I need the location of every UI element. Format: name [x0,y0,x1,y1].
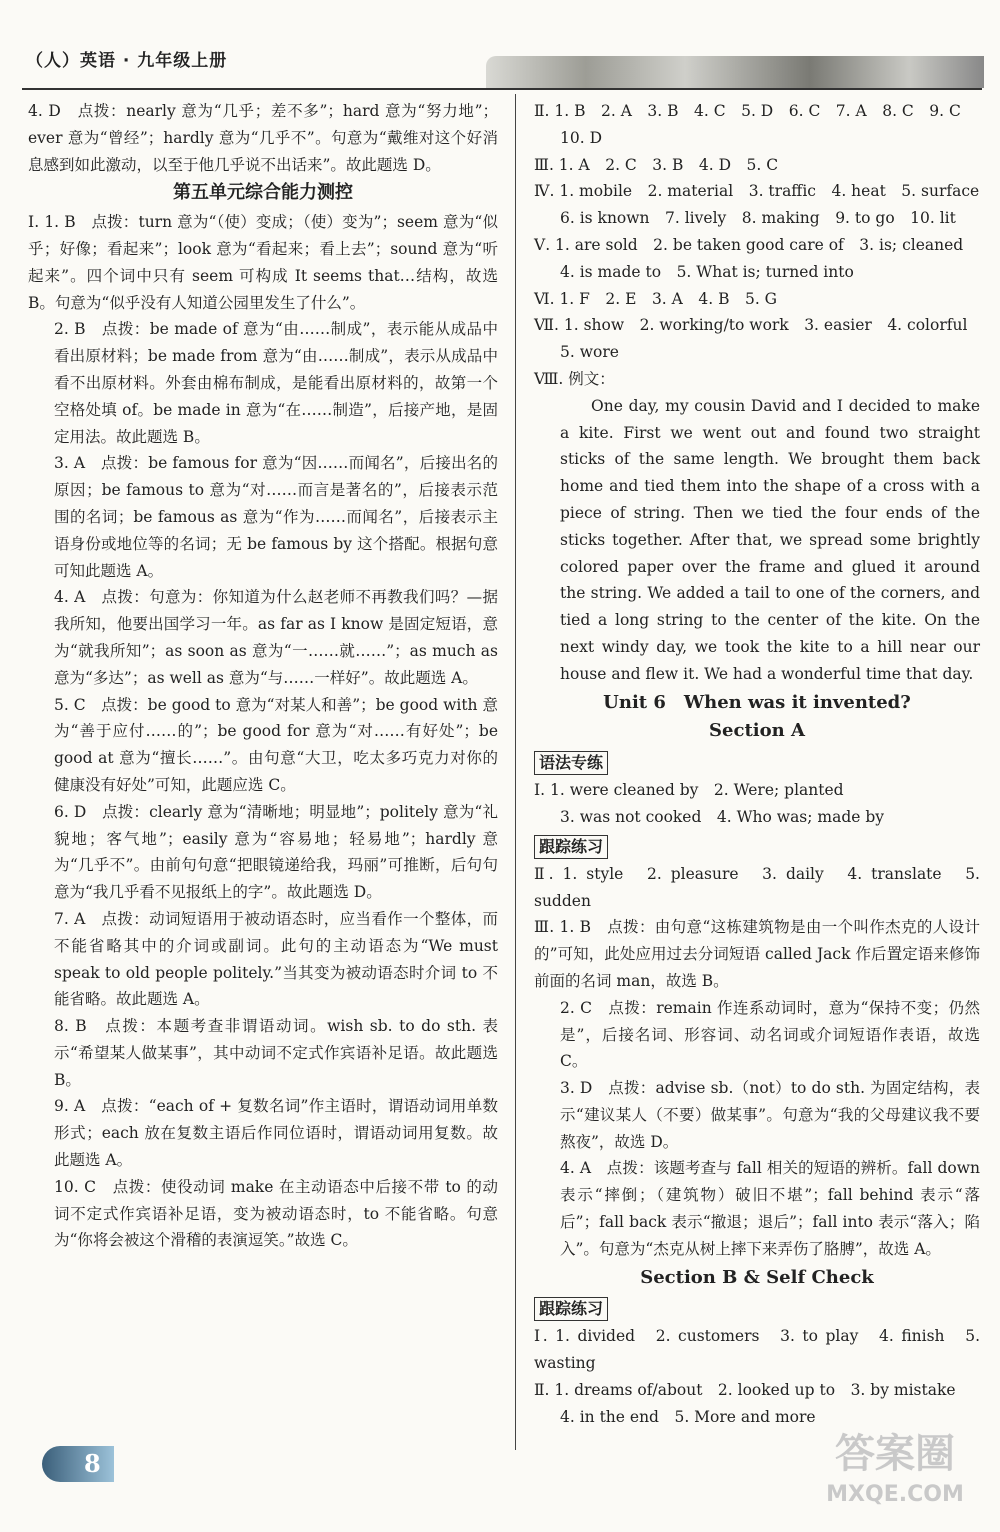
answer-line: Ⅱ. 1. dreams of/about 2. looked up to 3. by mistake [534,1381,956,1400]
answer-item: 9. A 点拨：“each of + 复数名词”作主语时，谓语动词用单数形式；each 放在复数主语后作同位语时，谓语动词用复数。故此题选 A。 [54,1097,498,1170]
answer-item: 10. C 点拨：使役动词 make 在主动语态中后接不带 to 的动词不定式作宾语补足语，变为被动语态时，to 不能省略。句意为“你将会被这个滑稽的表演逗笑。”故选 C。 [54,1177,498,1250]
answer-item: 7. A 点拨：动词短语用于被动语态时，应当看作一个整体，而不能省略其中的介词或副词。此句的主动语态为“We must speak to old people politely.”当其变为被动语态时介词 to 不能省略。故此题选 A。 [54,909,498,1009]
answer-item: 3. D 点拨：advise sb.（not）to do sth. 为固定结构，表示“建议某人（不要）做某事”。句意为“我的父母建议我不要熬夜”，故选 D。 [560,1079,980,1151]
header-banner-image [486,56,984,88]
answer-line: 6. is known 7. lively 8. making 9. to go 10. lit [560,209,956,228]
answer-line: Ⅷ. 例文： [534,369,615,388]
page-number: 8 [42,1446,114,1482]
answer-line: 5. wore [560,343,619,362]
answer-line: 10. D [560,128,603,147]
answer-line: Ⅵ. 1. F 2. E 3. A 4. B 5. G [534,289,778,308]
answer-line: 4. is made to 5. What is; turned into [560,262,854,281]
answer-item: 6. D 点拨：clearly 意为“清晰地；明显地”；politely 意为“礼貌地；客气地”；easily 意为“容易地；轻易地”；hardly 意为“几乎不”。由前句句意“把眼镜递给我，玛丽”可推断，后句句意为“我几乎看不见报纸上的字”。故此题选 D。 [54,802,498,902]
answer-line: Ⅱ. 1. B 2. A 3. B 4. C 5. D 6. C 7. A 8. C 9. C [534,102,961,120]
answer-line: 4. in the end 5. More and more [560,1407,816,1426]
answer-line: Ⅲ. 1. A 2. C 3. B 4. D 5. C [534,155,779,174]
answer-line: Ⅶ. 1. show 2. working/to work 3. easier 4. colorful [534,316,968,335]
answer-item: 8. B 点拨：本题考查非谓语动词。wish sb. to do sth. 表示“希望某人做某事”，其中动词不定式作宾语补足语。故此题选 B。 [54,1017,498,1089]
answer-item: 4. A 点拨：句意为：你知道为什么赵老师不再教我们吗？—据我所知，他要出国学习一年。as far as I know 是固定短语，意为“就我所知”；as soon as 意为“一……就……”；as much as 意为“多达”；as well as 意为“与……一样好”。故此题选 A。 [54,588,498,687]
answer-line: Ⅳ. 1. mobile 2. material 3. traffic 4. heat 5. surface [534,182,980,201]
answer-item: Ⅰ. 1. B 点拨：turn 意为“（使）变成；（使）变为”；seem 意为“似乎；好像；看起来”；look 意为“看起来；看上去”；sound 意为“听起来”。四个词中只有 seem 可构成 It seems that…结构，故选 B。句意为“似乎没有人知道公园里发生了什么”。 [28,213,498,312]
answer-item: 5. C 点拨：be good to 意为“对某人和善”；be good with 意为“善于应付……的”；be good for 意为“对……有好处”；be good at 意为“擅长……”。由句意“大卫，吃太多巧克力对你的健康没有好处”可知，此题应选 C。 [54,695,498,794]
answer-item: 2. B 点拨：be made of 意为“由……制成”，表示能从成品中看出原材料；be made from 意为“由……制成”，表示从成品中看不出原材料。外套由棉布制成，是能看出原材料的，故第一个空格处填 of。be made in 意为“在……制造”，后接产地，是固定用法。故此题选 B。 [54,320,498,446]
answer-item: 4. A 点拨：该题考查与 fall 相关的短语的辨析。fall down 表示“摔倒；（建筑物）破旧不堪”；fall behind 表示“落后”；fall back 表示“撤退；退后”；fall into 表示“落入；陷入”。句意为“杰克从树上摔下来弄伤了胳膊”，故选 A。 [560,1159,980,1258]
watermark-main-text: 答案圈 [835,1431,955,1477]
left-column [28,98,498,1254]
follow-up-practice-tag: 跟踪练习 [534,835,608,859]
section-title: 第五单元综合能力测控 [173,182,353,204]
grammar-practice-tag: 语法专练 [534,751,608,775]
answer-line: Ⅴ. 1. are sold 2. be taken good care of 3. is; cleaned [534,235,964,254]
watermark-logo [810,1428,980,1524]
answer-item: 3. A 点拨：be famous for 意为“因……而闻名”，后接出名的原因；be famous to 意为“对……而言是著名的”，后接表示范围的名词；be famous as 意为“作为……而闻名”，后接表示主语身份或地位等的名词；无 be famous by 这个搭配。根据句意可知此题选 A。 [54,454,498,580]
answer-item: 2. C 点拨：remain 作连系动词时，意为“保持不变；仍然是”，后接名词、形容词、动名词或介词短语作表语，故选 C。 [560,998,980,1071]
unit-title: Unit 6 When was it invented? [603,691,911,713]
section-title: Section B & Self Check [640,1266,874,1288]
answer-line: Ⅰ. 1. were cleaned by 2. Were; planted [534,781,844,800]
answer-item: 4. D 点拨：nearly 意为“几乎；差不多”；hard 意为“努力地”；ever 意为“曾经”；hardly 意为“几乎不”。句意为“戴维对这个好消息感到如此激动，以至于他几乎说不出话来”。故此题选 D。 [28,102,498,174]
right-column [534,98,980,1431]
answer-line: Ⅰ. 1. divided 2. customers 3. to play 4. finish 5. wasting [534,1327,980,1373]
follow-up-practice-tag: 跟踪练习 [534,1297,608,1321]
answer-line: 3. was not cooked 4. Who was; made by [560,807,885,826]
header-rule [22,88,982,90]
header-title: （人）英语 · 九年级上册 [26,51,228,71]
section-title: Section A [709,720,805,742]
answer-line: Ⅱ. 1. style 2. pleasure 3. daily 4. translate 5. sudden [534,864,980,910]
answer-item: Ⅲ. 1. B 点拨：由句意“这栋建筑物是由一个叫作杰克的人设计的”可知，此处应用过去分词短语 called Jack 作后置定语来修饰前面的名词 man，故选 B。 [534,918,980,990]
watermark-sub-text: MXQE.COM [826,1482,964,1507]
column-divider [515,94,516,1450]
sample-essay: One day, my cousin David and I decided to make a kite. First we went out and found two straight sticks of the same length. We brought them back home and tied them into the shape of a cross with a piece of string. Then we tied the four ends of the sticks together. After that, we spread some brightly colored paper over the frame and glued it around the string. We added a tail to one of the corners, and tied a long string to the center of the kite. On the next windy day, we took the kite to a hill near our house and flew it. We had a wonderful time that day. [560,396,980,683]
